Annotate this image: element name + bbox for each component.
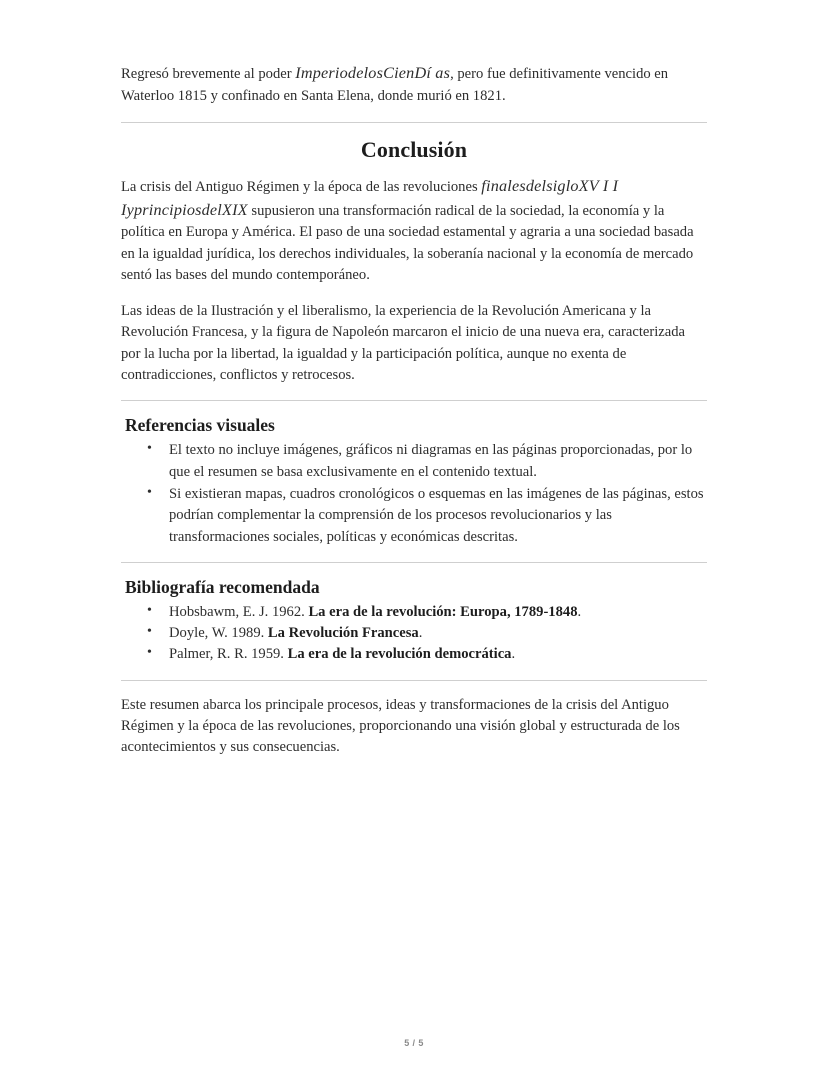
- conclusion-math-expression: finalesdelsigloXV I I IyprincipiosdelXIX: [121, 176, 619, 219]
- bibliography-suffix: .: [418, 625, 423, 642]
- bibliography-title: La era de la revolución: Europa, 1789-1848: [308, 603, 578, 620]
- visual-references-list: [121, 440, 707, 547]
- bibliography-suffix: .: [511, 646, 516, 663]
- closing-paragraph: Este resumen abarca los principale procesos, ideas y transformaciones de la crisis del Antiguo Régimen y la época de las revoluciones, proporcionando una visión global y estructurada de los acontecimientos y sus consecuencias.: [121, 696, 680, 756]
- page-title: Conclusión: [360, 136, 468, 162]
- bibliography-heading: Bibliografía recomendada: [125, 576, 320, 597]
- intro-text-after: , pero fue definitivamente vencido en Waterloo 1815 y confinado en Santa Elena, donde murió en 1821.: [121, 66, 669, 104]
- divider-before-closing: [121, 680, 707, 681]
- list-item: [157, 623, 707, 644]
- bibliography-suffix: .: [577, 603, 582, 620]
- divider-before-visual-references: [121, 400, 707, 401]
- conclusion-paragraph-2: Las ideas de la Ilustración y el liberalismo, la experiencia de la Revolución Americana y la Revolución Francesa, y la figura de Napoleón marcaron el inicio de una nueva era, caracterizada por la lucha por la libertad, la igualdad y la participación política, aunque no exenta de contradicciones, conflictos y retrocesos.: [121, 303, 686, 384]
- document-content: [121, 62, 707, 759]
- divider-after-intro: [121, 122, 707, 123]
- bibliography-title: La era de la revolución democrática: [287, 646, 512, 663]
- bibliography-author-year: Doyle, W. 1989.: [169, 625, 268, 642]
- intro-text-before: Regresó brevemente al poder: [121, 66, 296, 82]
- conclusion-text-after: supusieron una transformación radical de la sociedad, la economía y la política en Europa y América. El paso de una sociedad estamental y agraria a una sociedad basada en la igualdad jurídica, los derechos individuales, la soberanía nacional y la economía de mercado sentó las bases del mundo contemporáneo.: [121, 202, 694, 283]
- bibliography-author-year: Palmer, R. R. 1959.: [169, 646, 288, 663]
- page-footer: [0, 1038, 828, 1048]
- list-item: • El texto no incluye imágenes, gráficos ni diagramas en las páginas proporcionadas, por lo que el resumen se basa exclusivamente en el contenido textual.: [157, 440, 707, 483]
- divider-before-bibliography: [121, 562, 707, 563]
- conclusion-paragraph-1: [121, 175, 707, 286]
- bibliography-title: La Revolución Francesa: [267, 625, 419, 642]
- page-indicator: 5 / 5: [404, 1038, 424, 1048]
- list-item: • Si existieran mapas, cuadros cronológicos o esquemas en las imágenes de las páginas, estos podrían complementar la comprensión de los procesos revolucionarios y las transformaciones sociales, políticas y económicas descritas.: [157, 484, 707, 548]
- intro-paragraph: [121, 62, 707, 107]
- visual-references-heading: Referencias visuales: [125, 415, 275, 436]
- intro-math-expression: ImperiodelosCienDí as: [295, 64, 451, 82]
- conclusion-text-before: La crisis del Antiguo Régimen y la época de las revoluciones: [121, 178, 482, 195]
- bibliography-author-year: Hobsbawm, E. J. 1962.: [169, 603, 309, 620]
- list-item: [157, 644, 707, 665]
- bibliography-list: [121, 602, 707, 666]
- list-item: [157, 602, 707, 623]
